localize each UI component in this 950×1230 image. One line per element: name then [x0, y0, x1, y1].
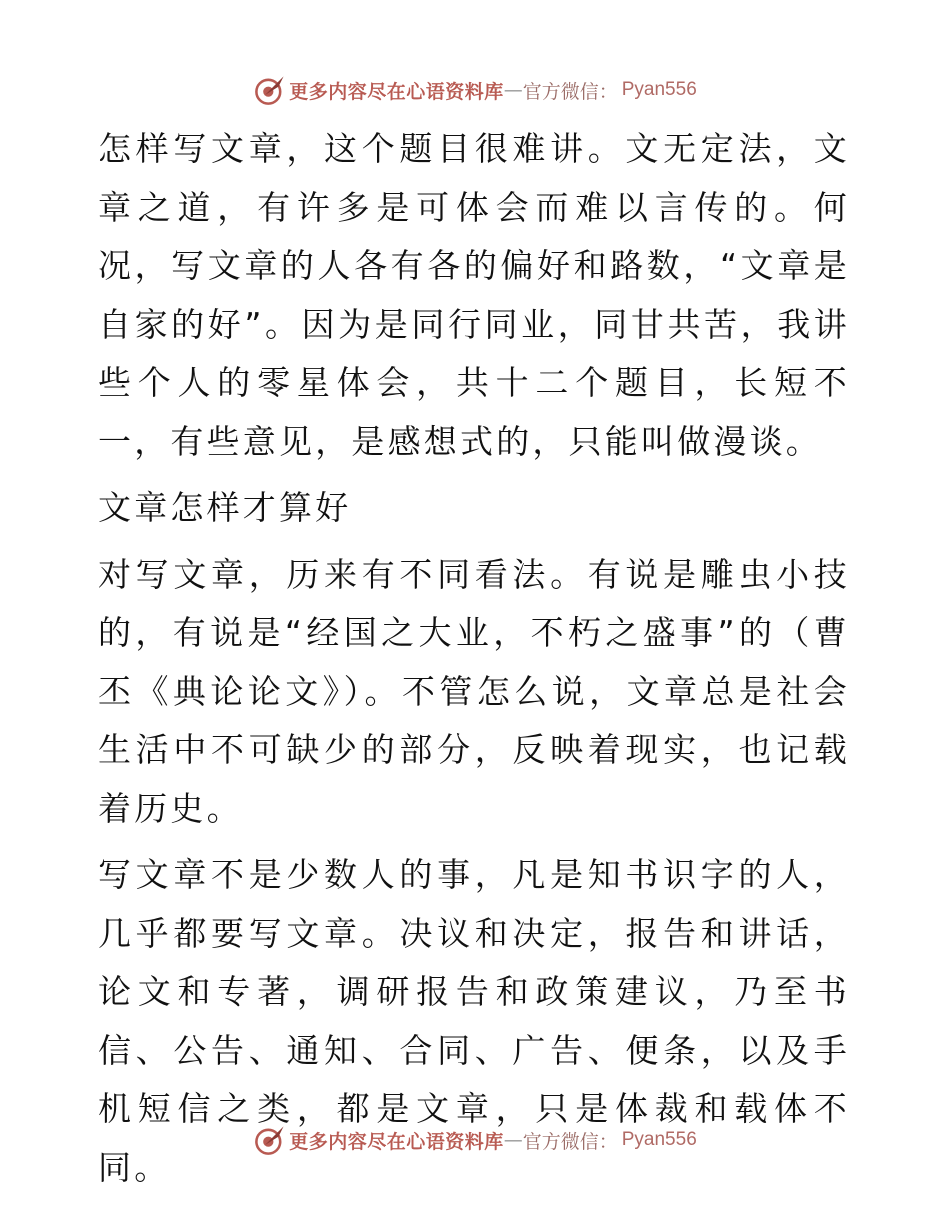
footer-wechat-id: Pyan556: [621, 1129, 697, 1150]
paragraph-2: 对写文章，历来有不同看法。有说是雕虫小技的，有说是“经国之大业，不朽之盛事”的（曹丕《典论论文》）。不管怎么说，文章总是社会生活中不可缺少的部分，反映着现实，也记载着历史。: [98, 554, 850, 828]
footer-dash: —: [503, 1129, 523, 1151]
footer-banner: [0, 1120, 950, 1160]
header-wechat-id: Pyan556: [621, 79, 697, 100]
header-banner-inner: [253, 73, 697, 107]
footer-wechat-label: 官方微信：: [522, 1130, 618, 1153]
footer-banner-inner: [253, 1123, 697, 1157]
section-heading: 文章怎样才算好: [98, 488, 352, 527]
header-banner: [0, 70, 950, 110]
header-wechat-label: 官方微信：: [522, 80, 618, 103]
document-body: [98, 120, 850, 1197]
footer-site-text: 更多内容尽在心语资料库: [289, 1130, 504, 1153]
header-dash: —: [503, 79, 523, 101]
quill-logo-icon: [253, 1123, 287, 1157]
header-site-text: 更多内容尽在心语资料库: [289, 80, 504, 103]
intro-paragraph: 怎样写文章，这个题目很难讲。文无定法，文章之道，有许多是可体会而难以言传的。何况，写文章的人各有各的偏好和路数，“文章是自家的好”。因为是同行同业，同甘共苦，我讲些个人的零星体会，共十二个题目，长短不一，有些意见，是感想式的，只能叫做漫谈。: [98, 129, 850, 461]
quill-logo-icon: [253, 73, 287, 107]
paragraph-3: 写文章不是少数人的事，凡是知书识字的人，几乎都要写文章。决议和决定，报告和讲话，论文和专著，调研报告和政策建议，乃至书信、公告、通知、合同、广告、便条，以及手机短信之类，都是文章，只是体裁和载体不同。: [98, 855, 850, 1187]
